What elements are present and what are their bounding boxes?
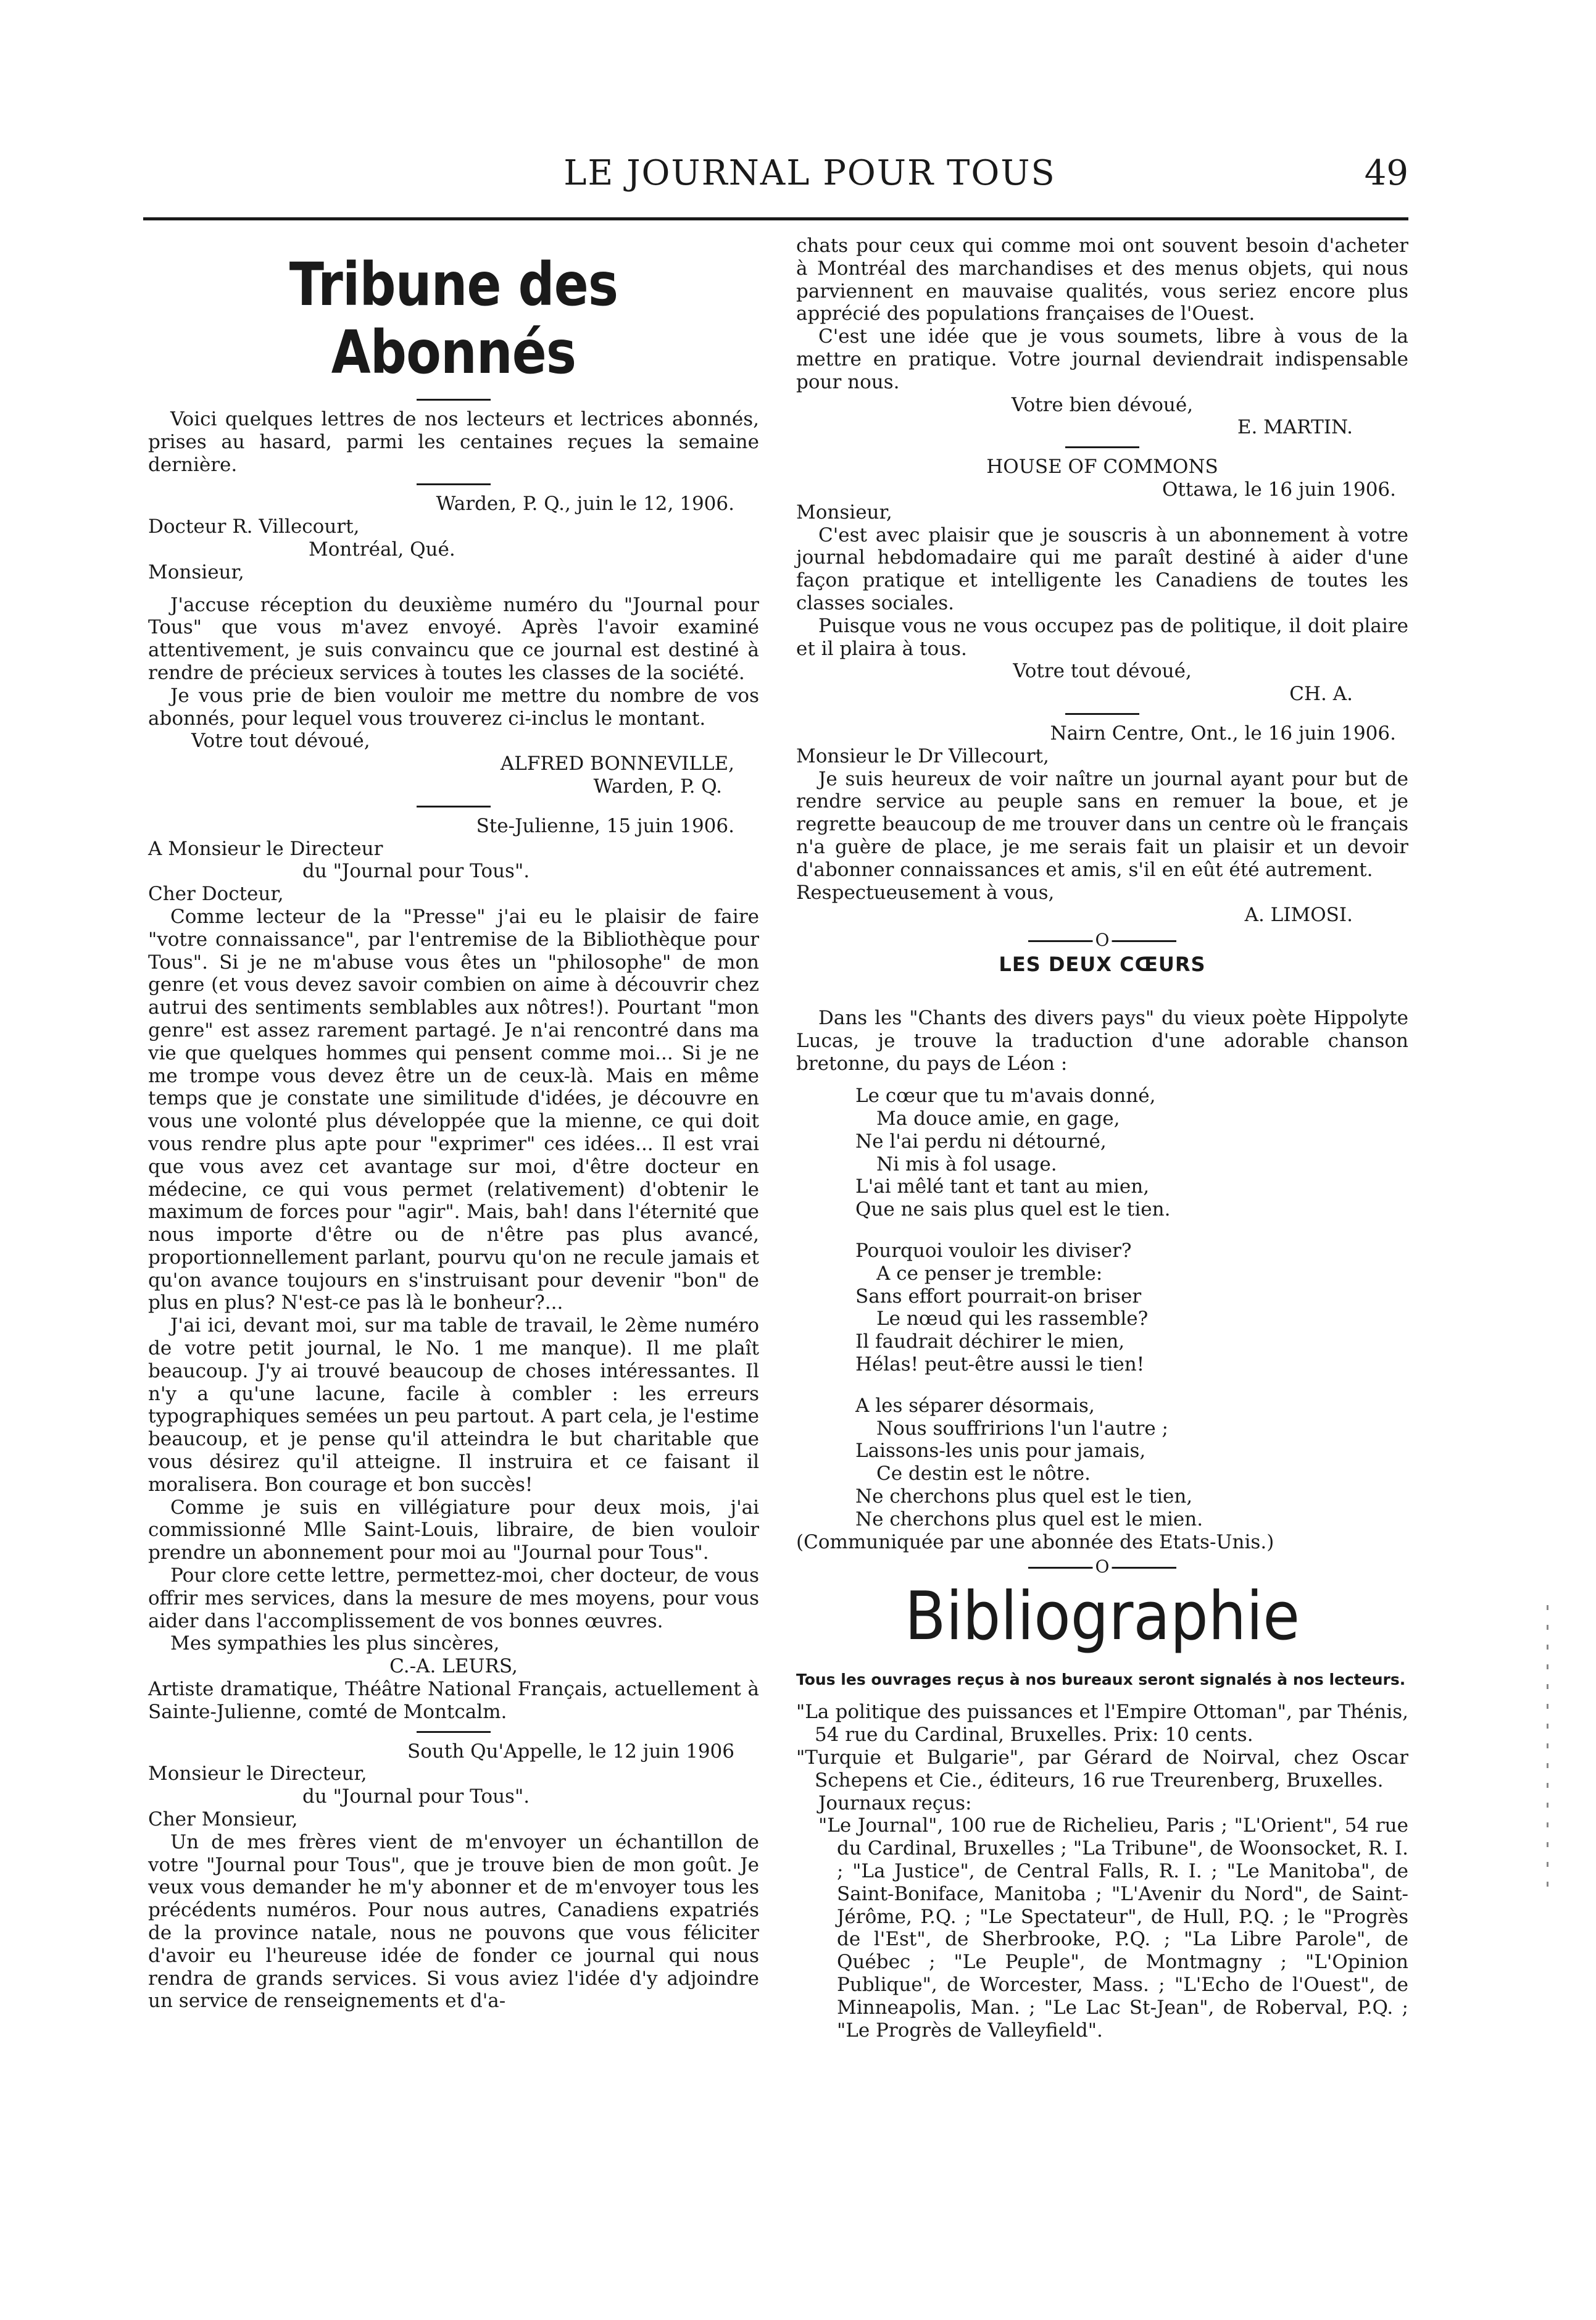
page-header xyxy=(143,153,1408,209)
verse-line: Ce destin est le nôtre. xyxy=(876,1463,1091,1485)
poem-intro: Dans les "Chants des divers pays" du vieux poète Hippolyte Lucas, je trouve la traduction d'une adorable chanson bretonne, du pays de Léon : xyxy=(796,1006,1408,1075)
salutation: Cher Docteur, xyxy=(148,883,284,906)
verse-line: A les séparer désormais, xyxy=(855,1394,1095,1417)
letter-body: Pour clore cette lettre, permettez-moi, cher docteur, de vous offrir mes services, dans la mesure de mes moyens, pour vous aider dans l'accomplissement de vos bonnes œuvres. xyxy=(148,1564,759,1632)
verse-line: Ni mis à fol usage. xyxy=(876,1153,1057,1175)
signature: A. LIMOSI. xyxy=(1244,904,1353,927)
ornament: O xyxy=(1093,932,1112,949)
divider xyxy=(1065,446,1139,448)
letter-warden xyxy=(148,493,759,798)
signature-detail: Artiste dramatique, Théâtre National Français, actuellement à Sainte-Julienne, comté de Montcalm. xyxy=(148,1678,759,1723)
verse-line: Le nœud qui les rassemble? xyxy=(876,1308,1149,1330)
letter-body: Je suis heureux de voir naître un journal ayant pour but de rendre service au peuple sans en remuer la boue, et je regrette beaucoup de me trouver dans un centre où le français n'a guère de place, je me serais fait un plaisir et un devoir d'abonner connaissances et amis, s'il en eût été autrement. xyxy=(796,767,1408,881)
divider xyxy=(1065,713,1139,715)
divider xyxy=(417,1731,491,1733)
verse-line: L'ai mêlé tant et tant au mien, xyxy=(855,1175,1150,1198)
biblio-entry: "La politique des puissances et l'Empire Ottoman", par Thénis, 54 rue du Cardinal, Bruxelles. Prix: 10 cents. xyxy=(796,1701,1408,1746)
right-column xyxy=(796,235,1408,2042)
verse-line: Ma douce amie, en gage, xyxy=(876,1108,1120,1130)
closing: Respectueusement à vous, xyxy=(796,881,1055,904)
verse-line: Nous souffririons l'un l'autre ; xyxy=(876,1417,1168,1440)
divider xyxy=(417,399,491,401)
closing: Votre tout dévoué, xyxy=(191,730,370,753)
letter-body: J'accuse réception du deuxième numéro du "Journal pour Tous" que vous m'avez envoyé. Après l'avoir examiné attentivement, je suis convaincu que ce journal est destiné à rendre de précieux services à toutes les classes de la société. xyxy=(148,593,759,684)
letter-body: C'est avec plaisir que je souscris à un abonnement à votre journal hebdomadaire qui me paraît destiné à aider d'une façon pratique et intelligente les Canadiens de toutes les classes sociales. xyxy=(796,524,1408,614)
closing: Mes sympathies les plus sincères, xyxy=(170,1632,500,1655)
biblio-note: Tous les ouvrages reçus à nos bureaux seront signalés à nos lecteurs. xyxy=(796,1671,1406,1689)
dateline: Ste-Julienne, 15 juin 1906. xyxy=(476,814,734,837)
letter-body: Puisque vous ne vous occupez pas de politique, il doit plaire et il plaira à tous. xyxy=(796,614,1408,660)
verse-line: Pourquoi vouloir les diviser? xyxy=(855,1240,1132,1262)
signature: C.-A. LEURS, xyxy=(389,1655,518,1678)
received-list: "Le Journal", 100 rue de Richelieu, Paris ; "L'Orient", 54 rue du Cardinal, Bruxelles ; "La Tribune", de Woonsocket, R. I. ; "La Justice", de Central Falls, R. I. ; "Le Manitoba", de Saint-Boniface, Manitoba ; "L'Avenir du Nord", de Saint-Jérôme, P.Q. ; "Le Spectateur", de Hull, P.Q. ; le "Progrès de l'Est", de Sherbrooke, P.Q. ; "La Libre Parole", de Québec ; "Le Peuple", de Montmagny ; "L'Opinion Publique", de Worcester, Mass. ; "L'Echo de l'Ouest", de Minneapolis, Man. ; "Le Lac St-Jean", de Roberval, P.Q. ; "Le Progrès de Valleyfield". xyxy=(818,1814,1408,2042)
letter-body: Un de mes frères vient de m'envoyer un échantillon de votre "Journal pour Tous", que je trouve bien de mon goût. Je veux vous demander he m'y abonner et de m'envoyer tous les précédents numéros. Pour nous autres, Canadiens expatriés de la province natale, nous ne pouvons que vous féliciter d'avoir eu l'heureuse idée de fonder ce journal qui nous rendra de grands services. Si vous aviez l'idée d'y adjoindre un service de renseignements et d'a- xyxy=(148,1830,759,2013)
verse-line: Sans effort pourrait-on briser xyxy=(855,1285,1142,1308)
letter-continuation: chats pour ceux qui comme moi ont souvent besoin d'acheter à Montréal des marchandises et des menus objets, qui nous parviennent en mauvaise qualités, vous seriez encore plus apprécié des populations françaises de l'Ouest. xyxy=(796,235,1408,325)
verse-line: Le cœur que tu m'avais donné, xyxy=(855,1085,1156,1108)
addressee: Monsieur le Dr Villecourt, xyxy=(796,745,1049,767)
addressee-line-2: du "Journal pour Tous". xyxy=(302,1785,530,1808)
signature-place: Warden, P. Q. xyxy=(593,775,722,798)
stanza-3 xyxy=(796,1395,1408,1531)
poem-title: LES DEUX CŒURS xyxy=(999,953,1206,977)
dateline: Nairn Centre, Ont., le 16 juin 1906. xyxy=(1050,722,1396,745)
poem xyxy=(796,1007,1408,1554)
addressee-line-2: du "Journal pour Tous". xyxy=(302,860,530,883)
letter-body: J'ai ici, devant moi, sur ma table de travail, le 2ème numéro de votre petit journal, le No. 1 me manque). Il me plaît beaucoup. J'y ai trouvé beaucoup de choses intéressantes. Il n'y a qu'une lacune, facile à combler : les erreurs typographiques semées un peu partout. A part cela, je l'estime beaucoup, et je pense qu'il atteindra le but charitable que vous désirez qu'il atteigne. Il instruira et ce faisant il moralisera. Bon courage et bon succès! xyxy=(148,1314,759,1496)
left-column xyxy=(148,235,759,2013)
letter-body: Comme je suis en villégiature pour deux mois, j'ai commissionné Mlle Saint-Louis, libraire, de bien vouloir prendre un abonnement pour moi au "Journal pour Tous". xyxy=(148,1496,759,1564)
stanza-2 xyxy=(796,1240,1408,1376)
poem-credit: (Communiquée par une abonnée des Etats-Unis.) xyxy=(796,1530,1274,1553)
closing: Votre tout dévoué, xyxy=(1013,660,1192,683)
addressee: Monsieur le Directeur, xyxy=(148,1763,367,1785)
letter-house-of-commons xyxy=(796,456,1408,706)
dateline: South Qu'Appelle, le 12 juin 1906 xyxy=(407,1740,734,1763)
addressee: Docteur R. Villecourt, xyxy=(148,515,360,538)
dateline: Warden, P. Q., juin le 12, 1906. xyxy=(436,493,734,515)
intro-paragraph: Voici quelques lettres de nos lecteurs et lectrices abonnés, prises au hasard, parmi les centaines reçues la semaine dernière. xyxy=(148,408,759,476)
section-title-tribune: Tribune des Abonnés xyxy=(289,250,618,387)
letter-body: Je vous prie de bien vouloir me mettre du nombre de vos abonnés, pour lequel vous trouverez ci-inclus le montant. xyxy=(148,684,759,730)
stanza-1 xyxy=(796,1085,1408,1221)
verse-line: Ne cherchons plus quel est le mien. xyxy=(855,1508,1203,1530)
addressee-city: Montréal, Qué. xyxy=(309,538,455,561)
ornament-rule xyxy=(1028,1556,1176,1577)
verse-line: Laissons-les unis pour jamais, xyxy=(855,1440,1146,1463)
ornament-rule xyxy=(1028,930,1176,951)
salutation: Cher Monsieur, xyxy=(148,1808,298,1831)
header-rule xyxy=(143,217,1408,220)
verse-line: Ne cherchons plus quel est le tien, xyxy=(855,1485,1193,1508)
signature: E. MARTIN. xyxy=(1237,416,1353,439)
closing: Votre bien dévoué, xyxy=(1011,393,1194,416)
letter-south-qu-appelle xyxy=(148,1740,759,2013)
dateline: Ottawa, le 16 juin 1906. xyxy=(1162,478,1396,501)
salutation: Monsieur, xyxy=(796,501,892,524)
letter-body: C'est une idée que je vous soumets, libre à vous de la mettre en pratique. Votre journal deviendrait indispensable pour nous. xyxy=(796,325,1408,393)
section-title-bibliographie: Bibliographie xyxy=(904,1578,1300,1656)
verse-line: Hélas! peut-être aussi le tien! xyxy=(855,1353,1145,1376)
verse-line: Que ne sais plus quel est le tien. xyxy=(855,1198,1171,1221)
received-label: Journaux reçus: xyxy=(818,1792,972,1814)
salutation: Monsieur, xyxy=(148,561,244,583)
divider xyxy=(417,483,491,485)
verse-line: Ne l'ai perdu ni détourné, xyxy=(855,1130,1107,1153)
signature: ALFRED BONNEVILLE, xyxy=(500,753,734,775)
verse-line: A ce penser je tremble: xyxy=(876,1262,1103,1285)
addressee: A Monsieur le Directeur xyxy=(148,837,383,860)
scan-edge-specks xyxy=(1547,1605,1549,2222)
page-number: 49 xyxy=(1364,153,1408,193)
letter-heading: HOUSE OF COMMONS xyxy=(986,456,1218,478)
running-title: LE JOURNAL POUR TOUS xyxy=(563,153,1056,193)
letter-body: Comme lecteur de la "Presse" j'ai eu le plaisir de faire "votre connaissance", par l'entremise de la Bibliothèque pour Tous". Si je ne m'abuse vous êtes un "philosophe" de mon genre (et vous devez savoir combien on aime à découvrir chez autrui des sentiments semblables aux nôtres!). Pourtant "mon genre" est assez rarement partagé. Je n'ai rencontré dans ma vie que quelques hommes qui pensent comme moi... Si je ne me trompe vous devez être un de ceux-là. Mais en même temps que je constate une similitude d'idées, je découvre en vous une volonté plus développée que la mienne, ce qui doit vous rendre plus apte pour "exprimer" ces idées... Il est vrai que vous avez cet avantage sur moi, d'être docteur en médecine, ce qui vous permet (relativement) d'obtenir le maximum de forces pour "agir". Mais, bah! dans l'éternité que nous importe d'être ou de n'être pas plus avancé, proportionnellement parlant, pourvu qu'on ne recule jamais et qu'on avance toujours en s'instruisant pour devenir "bon" de plus en plus? N'est-ce pas là le bonheur?... xyxy=(148,905,759,1314)
biblio-entry: "Turquie et Bulgarie", par Gérard de Noirval, chez Oscar Schepens et Cie., éditeurs, 16 rue Treurenberg, Bruxelles. xyxy=(796,1746,1408,1792)
letter-nairn-centre xyxy=(796,722,1408,927)
signature: CH. A. xyxy=(1289,683,1353,706)
verse-line: Il faudrait déchirer le mien, xyxy=(855,1330,1125,1353)
ornament: O xyxy=(1093,1558,1112,1575)
divider xyxy=(417,806,491,807)
letter-ste-julienne xyxy=(148,815,759,1724)
